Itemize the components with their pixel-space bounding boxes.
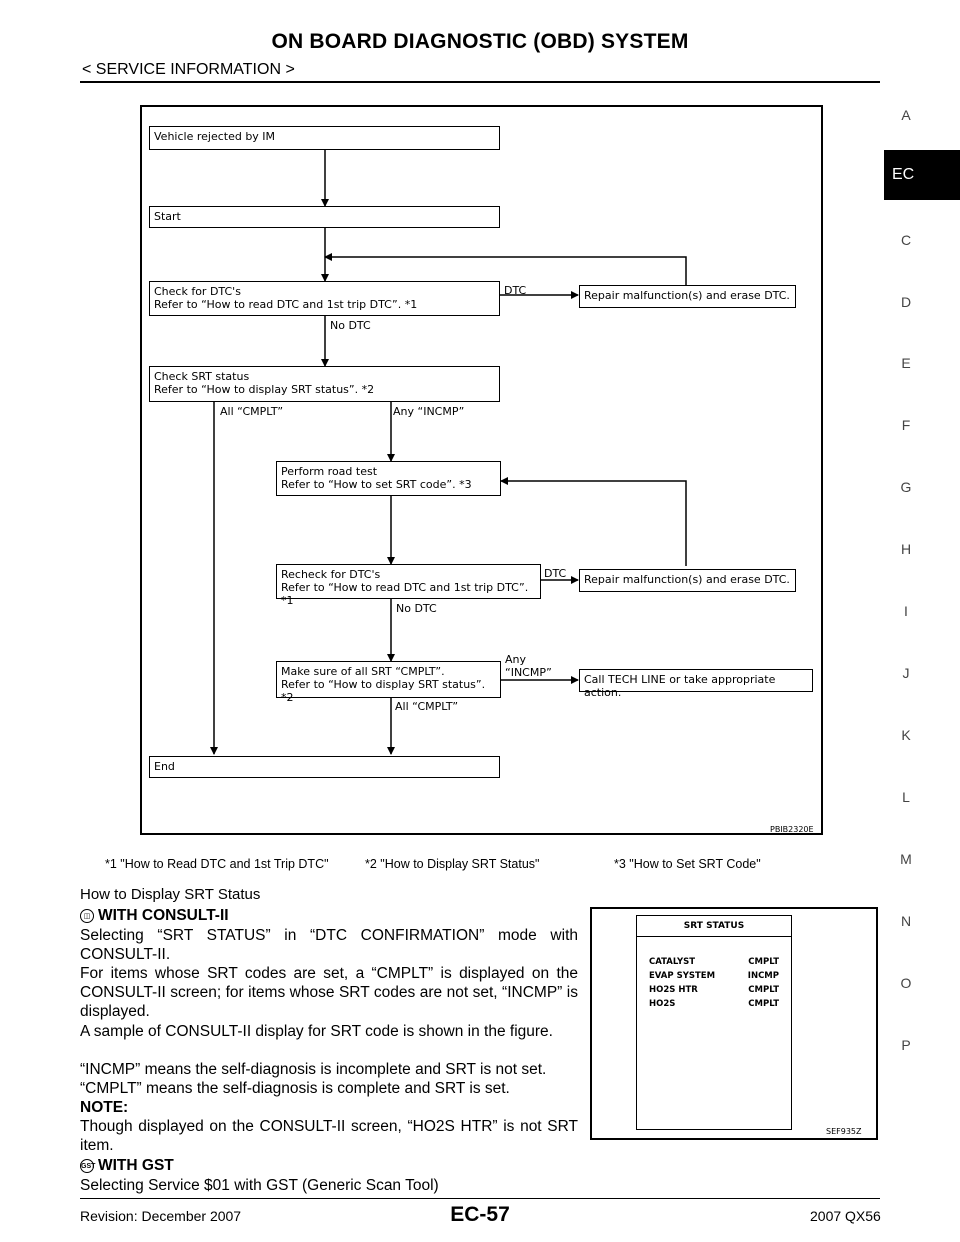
srt-status: CMPLT <box>748 999 779 1009</box>
consult-heading-text: WITH CONSULT-II <box>98 907 229 924</box>
srt-row <box>649 985 779 995</box>
gst-text: Selecting Service $01 with GST (Generic Scan Tool) <box>80 1177 439 1194</box>
srt-status-figure <box>590 907 878 1140</box>
index-tab-c[interactable]: C <box>900 232 912 248</box>
consult-icon: ◫ <box>80 909 94 923</box>
srt-status: CMPLT <box>748 985 779 995</box>
box-road-test: Perform road test Refer to “How to set SRT code”. *3 <box>276 461 501 496</box>
srt-status: INCMP <box>747 971 779 981</box>
box-start: Start <box>149 206 500 228</box>
index-tab-l[interactable]: L <box>902 789 910 805</box>
srt-item: CATALYST <box>649 957 696 967</box>
label-no-dtc-1: No DTC <box>330 319 371 332</box>
box-make-sure: Make sure of all SRT “CMPLT”. Refer to “How to display SRT status”. *2 <box>276 661 501 698</box>
connector-repair2-loop <box>501 481 686 566</box>
index-tab-ec[interactable]: EC <box>884 150 960 200</box>
box-end: End <box>149 756 500 778</box>
label-dtc-1: DTC <box>504 284 527 297</box>
label-dtc-2: DTC <box>544 567 567 580</box>
footer-page-number: EC-57 <box>450 1203 510 1226</box>
index-tab-d[interactable]: D <box>900 294 912 310</box>
consult-paragraph-2: For items whose SRT codes are set, a “CMPLT” is displayed on the CONSULT-II screen; for items whose SRT codes are not set, “INCMP” is displayed. <box>80 965 578 1021</box>
index-tab-i[interactable]: I <box>904 603 908 619</box>
srt-row <box>649 971 779 981</box>
box-repair-1: Repair malfunction(s) and erase DTC. <box>579 285 796 308</box>
label-any-incmp-1: Any “INCMP” <box>393 405 465 418</box>
label-any-incmp-2: Any “INCMP” <box>505 653 552 679</box>
box-check-dtc: Check for DTC's Refer to “How to read DTC and 1st trip DTC”. *1 <box>149 281 500 316</box>
gst-heading-text: WITH GST <box>98 1157 174 1174</box>
flowchart-figure <box>140 105 823 835</box>
index-tab-e[interactable]: E <box>901 355 911 371</box>
srt-item: EVAP SYSTEM <box>649 971 716 981</box>
index-tab-g[interactable]: G <box>900 479 912 495</box>
footnote-2: *2 "How to Display SRT Status" <box>365 857 540 871</box>
index-tab-k[interactable]: K <box>901 727 911 743</box>
section-title: How to Display SRT Status <box>80 886 261 903</box>
page-subtitle: < SERVICE INFORMATION > <box>82 61 295 78</box>
box-repair-2: Repair malfunction(s) and erase DTC. <box>579 569 796 592</box>
footer-model: 2007 QX56 <box>810 1208 881 1224</box>
note-text: Though displayed on the CONSULT-II screen, “HO2S HTR” is not SRT item. <box>80 1118 578 1155</box>
figure-code: PBIB2320E <box>770 825 814 834</box>
consult-paragraph-4: “INCMP” means the self-diagnosis is incomplete and SRT is not set. <box>80 1061 547 1078</box>
footer-rule <box>80 1198 880 1199</box>
box-vehicle-rejected: Vehicle rejected by IM <box>149 126 500 150</box>
consult-paragraph-5: “CMPLT” means the self-diagnosis is complete and SRT is set. <box>80 1080 510 1097</box>
srt-row <box>649 957 779 967</box>
srt-screen <box>636 915 792 1130</box>
label-all-cmplt-2: All “CMPLT” <box>395 700 459 713</box>
box-check-srt: Check SRT status Refer to “How to display SRT status”. *2 <box>149 366 500 402</box>
consult-heading <box>80 907 229 925</box>
label-no-dtc-2: No DTC <box>396 602 437 615</box>
index-tab-m[interactable]: M <box>900 851 912 867</box>
index-tab-n[interactable]: N <box>900 913 912 929</box>
srt-screen-title: SRT STATUS <box>637 916 791 937</box>
srt-item: HO2S HTR <box>649 985 698 995</box>
note-heading: NOTE: <box>80 1099 129 1116</box>
index-tab-h[interactable]: H <box>900 541 912 557</box>
footnote-3: *3 "How to Set SRT Code" <box>614 857 761 871</box>
srt-status: CMPLT <box>748 957 779 967</box>
srt-item: HO2S <box>649 999 676 1009</box>
box-recheck-dtc: Recheck for DTC's Refer to “How to read DTC and 1st trip DTC”. *1 <box>276 564 541 599</box>
srt-row <box>649 999 779 1009</box>
footer-revision: Revision: December 2007 <box>80 1208 242 1224</box>
srt-figure-code: SEF935Z <box>826 1127 862 1136</box>
page-title: ON BOARD DIAGNOSTIC (OBD) SYSTEM <box>271 30 689 53</box>
gst-heading <box>80 1157 174 1175</box>
index-tab-j[interactable]: J <box>902 665 910 681</box>
label-all-cmplt-1: All “CMPLT” <box>220 405 284 418</box>
index-tab-f[interactable]: F <box>901 417 911 433</box>
gst-icon: GST <box>80 1159 94 1173</box>
consult-paragraph-1: Selecting “SRT STATUS” in “DTC CONFIRMATION” mode with CONSULT-II. <box>80 927 578 964</box>
header-rule <box>80 81 880 83</box>
index-tab-a[interactable]: A <box>901 107 911 123</box>
footnote-1: *1 "How to Read DTC and 1st Trip DTC" <box>105 857 329 871</box>
box-call-tech: Call TECH LINE or take appropriate action. <box>579 669 813 692</box>
index-tab-o[interactable]: O <box>900 975 912 991</box>
index-tab-p[interactable]: P <box>901 1037 911 1053</box>
consult-paragraph-3: A sample of CONSULT-II display for SRT code is shown in the figure. <box>80 1023 553 1040</box>
